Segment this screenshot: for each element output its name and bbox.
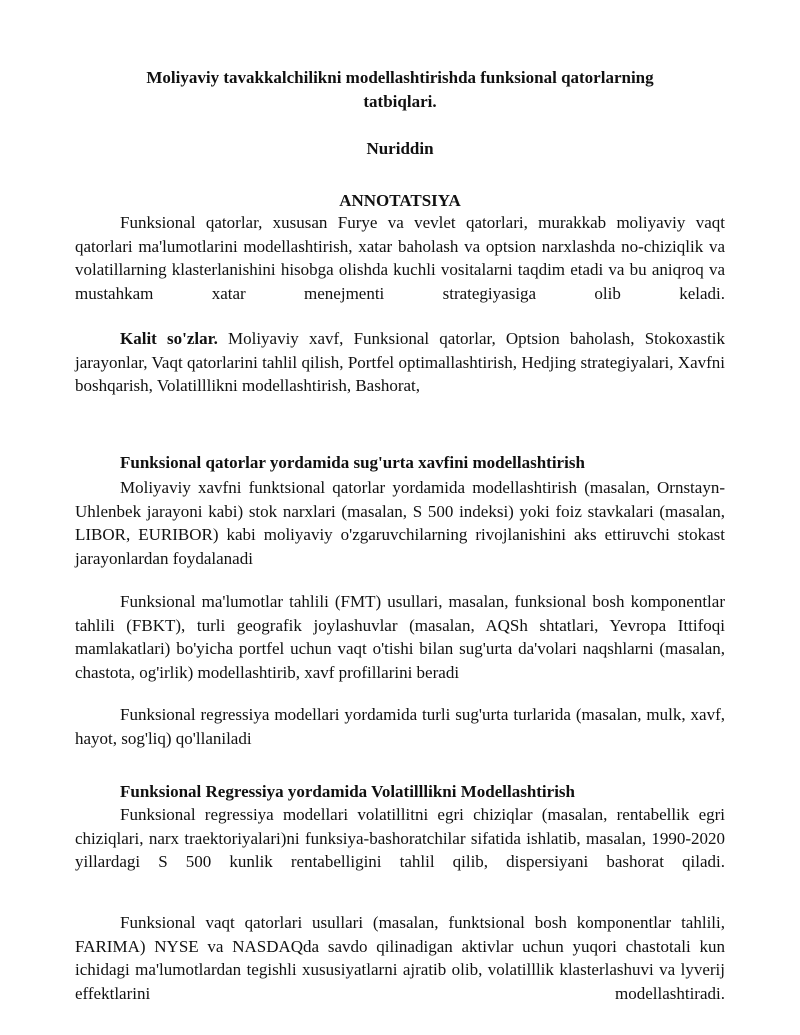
section1-paragraph-1: Moliyaviy xavfni funktsional qatorlar yordamida modellashtirish (masalan, Ornstayn-Uhlenbek jarayoni kabi) stok narxlari (masalan, S 500 indeksi) yoki foiz stavkalari (masalan, LIBOR, EURIBOR) kabi moliyaviy o'zgaruvchilarning rivojlanishini aks ettiruvchi stokast jarayonlardan foydalanadi xyxy=(75,478,725,568)
section2-paragraph-2: Funksional vaqt qatorlari usullari (masalan, funktsional bosh komponentlar tahlili, FARIMA) NYSE va NASDAQda savdo qilinadigan aktivlar uchun yuqori chastotali kun ichidagi ma'lumotlardan tegishli xususiyatlarni ajratib olib, volatilllik klasterlashuvi va lyverij effektlarini modellashtiradi. xyxy=(75,913,725,1003)
section-heading-insurance: Funksional qatorlar yordamida sug'urta xavfini modellashtirish xyxy=(120,453,585,472)
section-heading-volatility: Funksional Regressiya yordamida Volatilllikni Modellashtirish xyxy=(120,782,575,801)
keywords-text: Moliyaviy xavf, Funksional qatorlar, Optsion baholash, Stokoxastik jarayonlar, Vaqt qatorlarini tahlil qilish, Portfel optimallashtirish, Hedjing strategiyalari, Xavfni boshqarish, Volatilllikni modellashtirish, Bashorat, xyxy=(75,329,725,396)
author-name: Nuriddin xyxy=(366,139,434,158)
section1-paragraph-2: Funksional ma'lumotlar tahlili (FMT) usullari, masalan, funksional bosh komponentlar tahlili (FBKT), turli geografik joylashuvlar (masalan, AQSh shtatlari, Yevropa Ittifoqi mamlakatlari) bo'yicha portfel uchun vaqt o'tishi bilan sug'urta da'volari naqshlarni (masalan, chastota, og'irlik) modellashtirib, xavf profillarini beradi xyxy=(75,592,725,682)
keywords-label: Kalit so'zlar. xyxy=(120,329,218,348)
annotation-heading: ANNOTATSIYA xyxy=(339,191,461,210)
document-title: Moliyaviy tavakkalchilikni modellashtirishda funksional qatorlarning tatbiqlari. xyxy=(146,68,654,111)
section2-paragraph-1: Funksional regressiya modellari volatillitni egri chiziqlar (masalan, rentabellik egri chiziqlari, narx traektoriyalari)ni funksiya-bashoratchilar sifatida ishlatib, masalan, 1990-2020 yillardagi S 500 kunlik rentabelligini tahlil qilib, dispersiyani bashorat qiladi. xyxy=(75,805,725,872)
keywords-paragraph xyxy=(75,327,725,398)
annotation-paragraph: Funksional qatorlar, xususan Furye va vevlet qatorlari, murakkab moliyaviy vaqt qatorlari ma'lumotlarini modellashtirish, xatar baholash va optsion narxlashda no-chiziqlik va volatillarning klasterlanishini hisobga olishda kuchli vositalarni taqdim etadi va bu aniqroq va mustahkam xatar menejmenti strategiyasiga olib keladi. xyxy=(75,213,725,303)
section1-paragraph-3: Funksional regressiya modellari yordamida turli sug'urta turlarida (masalan, mulk, xavf, hayot, sog'liq) qo'llaniladi xyxy=(75,705,725,748)
